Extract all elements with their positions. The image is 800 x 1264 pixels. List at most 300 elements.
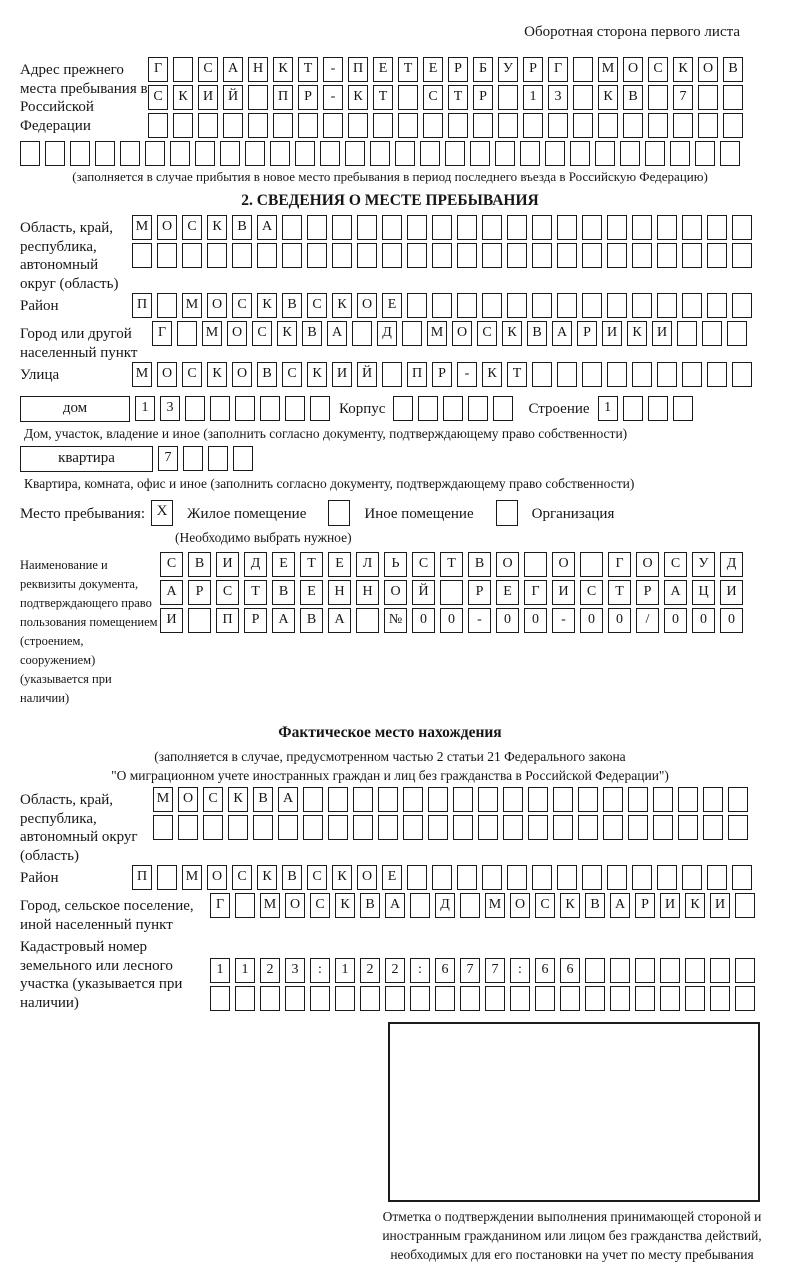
char-box[interactable]: Р bbox=[244, 608, 267, 633]
char-box[interactable]: О bbox=[496, 552, 519, 577]
char-box[interactable] bbox=[460, 893, 480, 918]
char-box[interactable]: 6 bbox=[435, 958, 455, 983]
char-box[interactable] bbox=[557, 865, 577, 890]
char-box[interactable]: К bbox=[598, 85, 618, 110]
char-box[interactable]: О bbox=[357, 865, 377, 890]
char-box[interactable]: 0 bbox=[412, 608, 435, 633]
char-box[interactable] bbox=[557, 293, 577, 318]
char-box[interactable] bbox=[282, 215, 302, 240]
char-box[interactable] bbox=[682, 362, 702, 387]
char-box[interactable] bbox=[548, 113, 568, 138]
char-box[interactable] bbox=[557, 362, 577, 387]
char-box[interactable]: О bbox=[623, 57, 643, 82]
char-box[interactable]: И bbox=[552, 580, 575, 605]
char-box[interactable]: 2 bbox=[360, 958, 380, 983]
char-box[interactable]: И bbox=[160, 608, 183, 633]
char-box[interactable] bbox=[707, 865, 727, 890]
char-box[interactable] bbox=[407, 215, 427, 240]
char-box[interactable] bbox=[607, 362, 627, 387]
char-box[interactable]: В bbox=[272, 580, 295, 605]
char-box[interactable]: 0 bbox=[440, 608, 463, 633]
char-box[interactable]: С bbox=[412, 552, 435, 577]
char-box[interactable]: Т bbox=[608, 580, 631, 605]
char-box[interactable] bbox=[445, 141, 465, 166]
char-box[interactable] bbox=[428, 787, 448, 812]
checkbox[interactable]: X bbox=[151, 500, 173, 526]
char-box[interactable] bbox=[448, 113, 468, 138]
char-box[interactable] bbox=[695, 141, 715, 166]
char-box[interactable] bbox=[720, 141, 740, 166]
char-box[interactable] bbox=[70, 141, 90, 166]
char-box[interactable]: 3 bbox=[548, 85, 568, 110]
char-box[interactable]: Р bbox=[468, 580, 491, 605]
char-box[interactable] bbox=[673, 396, 693, 421]
char-box[interactable]: С bbox=[535, 893, 555, 918]
char-box[interactable] bbox=[248, 85, 268, 110]
char-box[interactable] bbox=[273, 113, 293, 138]
char-box[interactable]: Е bbox=[496, 580, 519, 605]
char-box[interactable]: - bbox=[323, 85, 343, 110]
char-box[interactable] bbox=[378, 787, 398, 812]
char-box[interactable] bbox=[657, 243, 677, 268]
char-box[interactable]: А bbox=[328, 608, 351, 633]
char-box[interactable]: К bbox=[502, 321, 522, 346]
char-box[interactable]: С bbox=[307, 293, 327, 318]
char-box[interactable]: Д bbox=[244, 552, 267, 577]
char-box[interactable] bbox=[310, 986, 330, 1011]
char-box[interactable]: К bbox=[560, 893, 580, 918]
char-box[interactable]: Р bbox=[298, 85, 318, 110]
char-box[interactable] bbox=[648, 85, 668, 110]
char-box[interactable] bbox=[648, 113, 668, 138]
char-box[interactable] bbox=[177, 321, 197, 346]
char-box[interactable]: Е bbox=[382, 293, 402, 318]
char-box[interactable] bbox=[45, 141, 65, 166]
char-box[interactable] bbox=[685, 958, 705, 983]
char-box[interactable] bbox=[582, 865, 602, 890]
char-box[interactable] bbox=[698, 85, 718, 110]
char-box[interactable]: К bbox=[273, 57, 293, 82]
char-box[interactable] bbox=[278, 815, 298, 840]
char-box[interactable] bbox=[582, 243, 602, 268]
char-box[interactable]: О bbox=[285, 893, 305, 918]
char-box[interactable] bbox=[307, 243, 327, 268]
char-box[interactable] bbox=[210, 986, 230, 1011]
char-box[interactable]: Р bbox=[635, 893, 655, 918]
char-box[interactable] bbox=[228, 815, 248, 840]
char-box[interactable]: С bbox=[182, 215, 202, 240]
char-box[interactable] bbox=[580, 552, 603, 577]
char-box[interactable]: - bbox=[468, 608, 491, 633]
char-box[interactable] bbox=[303, 787, 323, 812]
char-box[interactable] bbox=[235, 893, 255, 918]
char-box[interactable]: П bbox=[132, 865, 152, 890]
char-box[interactable] bbox=[435, 986, 455, 1011]
char-box[interactable]: 0 bbox=[524, 608, 547, 633]
char-box[interactable] bbox=[673, 113, 693, 138]
char-box[interactable] bbox=[732, 243, 752, 268]
char-box[interactable]: О bbox=[452, 321, 472, 346]
char-box[interactable] bbox=[157, 243, 177, 268]
char-box[interactable] bbox=[524, 552, 547, 577]
char-box[interactable] bbox=[207, 243, 227, 268]
char-box[interactable] bbox=[170, 141, 190, 166]
char-box[interactable] bbox=[598, 113, 618, 138]
char-box[interactable] bbox=[573, 57, 593, 82]
char-box[interactable]: Т bbox=[244, 580, 267, 605]
char-box[interactable] bbox=[520, 141, 540, 166]
char-box[interactable]: А bbox=[610, 893, 630, 918]
char-box[interactable]: 7 bbox=[460, 958, 480, 983]
char-box[interactable]: А bbox=[552, 321, 572, 346]
char-box[interactable]: Е bbox=[272, 552, 295, 577]
char-box[interactable] bbox=[607, 293, 627, 318]
char-box[interactable] bbox=[585, 986, 605, 1011]
char-box[interactable]: Г bbox=[152, 321, 172, 346]
char-box[interactable] bbox=[578, 787, 598, 812]
char-box[interactable]: А bbox=[664, 580, 687, 605]
char-box[interactable] bbox=[428, 815, 448, 840]
char-box[interactable] bbox=[385, 986, 405, 1011]
char-box[interactable]: И bbox=[720, 580, 743, 605]
char-box[interactable] bbox=[628, 787, 648, 812]
char-box[interactable] bbox=[457, 243, 477, 268]
char-box[interactable]: 7 bbox=[673, 85, 693, 110]
char-box[interactable]: Ц bbox=[692, 580, 715, 605]
char-box[interactable] bbox=[328, 787, 348, 812]
char-box[interactable]: К bbox=[332, 865, 352, 890]
char-box[interactable]: П bbox=[273, 85, 293, 110]
char-box[interactable]: : bbox=[410, 958, 430, 983]
char-box[interactable] bbox=[532, 865, 552, 890]
char-box[interactable] bbox=[382, 243, 402, 268]
char-box[interactable]: Г bbox=[608, 552, 631, 577]
char-box[interactable] bbox=[532, 362, 552, 387]
char-box[interactable] bbox=[403, 815, 423, 840]
char-box[interactable]: О bbox=[227, 321, 247, 346]
char-box[interactable] bbox=[632, 293, 652, 318]
char-box[interactable] bbox=[335, 986, 355, 1011]
char-box[interactable]: О bbox=[384, 580, 407, 605]
char-box[interactable] bbox=[173, 113, 193, 138]
char-box[interactable] bbox=[298, 113, 318, 138]
char-box[interactable] bbox=[607, 215, 627, 240]
char-box[interactable]: А bbox=[160, 580, 183, 605]
char-box[interactable] bbox=[703, 787, 723, 812]
char-box[interactable] bbox=[560, 986, 580, 1011]
char-box[interactable]: В bbox=[188, 552, 211, 577]
char-box[interactable]: Г bbox=[524, 580, 547, 605]
char-box[interactable]: К bbox=[685, 893, 705, 918]
char-box[interactable] bbox=[735, 986, 755, 1011]
char-box[interactable] bbox=[460, 986, 480, 1011]
char-box[interactable]: Г bbox=[148, 57, 168, 82]
char-box[interactable] bbox=[677, 321, 697, 346]
char-box[interactable]: М bbox=[202, 321, 222, 346]
char-box[interactable] bbox=[402, 321, 422, 346]
char-box[interactable]: К bbox=[257, 865, 277, 890]
char-box[interactable] bbox=[485, 986, 505, 1011]
char-box[interactable]: Л bbox=[356, 552, 379, 577]
char-box[interactable]: К bbox=[673, 57, 693, 82]
char-box[interactable] bbox=[682, 865, 702, 890]
char-box[interactable]: С bbox=[216, 580, 239, 605]
char-box[interactable]: С bbox=[664, 552, 687, 577]
char-box[interactable] bbox=[132, 243, 152, 268]
char-box[interactable] bbox=[183, 446, 203, 471]
char-box[interactable] bbox=[410, 986, 430, 1011]
char-box[interactable] bbox=[682, 215, 702, 240]
char-box[interactable] bbox=[532, 215, 552, 240]
char-box[interactable] bbox=[570, 141, 590, 166]
char-box[interactable]: И bbox=[216, 552, 239, 577]
char-box[interactable]: И bbox=[332, 362, 352, 387]
char-box[interactable] bbox=[682, 243, 702, 268]
char-box[interactable] bbox=[732, 362, 752, 387]
char-box[interactable] bbox=[360, 986, 380, 1011]
char-box[interactable] bbox=[653, 815, 673, 840]
char-box[interactable]: Ь bbox=[384, 552, 407, 577]
char-box[interactable] bbox=[382, 362, 402, 387]
char-box[interactable] bbox=[582, 215, 602, 240]
char-box[interactable]: № bbox=[384, 608, 407, 633]
char-box[interactable]: В bbox=[723, 57, 743, 82]
char-box[interactable]: Т bbox=[398, 57, 418, 82]
char-box[interactable]: 6 bbox=[535, 958, 555, 983]
char-box[interactable]: Н bbox=[248, 57, 268, 82]
char-box[interactable] bbox=[235, 986, 255, 1011]
char-box[interactable]: С bbox=[307, 865, 327, 890]
char-box[interactable]: Й bbox=[412, 580, 435, 605]
char-box[interactable] bbox=[182, 243, 202, 268]
char-box[interactable] bbox=[657, 215, 677, 240]
char-box[interactable]: Т bbox=[507, 362, 527, 387]
char-box[interactable] bbox=[432, 293, 452, 318]
char-box[interactable]: Й bbox=[357, 362, 377, 387]
char-box[interactable]: О bbox=[232, 362, 252, 387]
char-box[interactable]: В bbox=[623, 85, 643, 110]
char-box[interactable] bbox=[235, 396, 255, 421]
char-box[interactable]: В bbox=[360, 893, 380, 918]
char-box[interactable] bbox=[482, 215, 502, 240]
char-box[interactable] bbox=[332, 215, 352, 240]
char-box[interactable] bbox=[685, 986, 705, 1011]
char-box[interactable] bbox=[707, 293, 727, 318]
char-box[interactable]: Р bbox=[577, 321, 597, 346]
char-box[interactable]: С bbox=[232, 293, 252, 318]
char-box[interactable]: М bbox=[260, 893, 280, 918]
char-box[interactable] bbox=[432, 243, 452, 268]
char-box[interactable]: 1 bbox=[235, 958, 255, 983]
char-box[interactable]: Т bbox=[298, 57, 318, 82]
char-box[interactable] bbox=[670, 141, 690, 166]
char-box[interactable]: 0 bbox=[664, 608, 687, 633]
char-box[interactable]: - bbox=[457, 362, 477, 387]
char-box[interactable]: - bbox=[323, 57, 343, 82]
char-box[interactable]: Т bbox=[300, 552, 323, 577]
char-box[interactable] bbox=[523, 113, 543, 138]
char-box[interactable]: О bbox=[552, 552, 575, 577]
char-box[interactable] bbox=[482, 243, 502, 268]
char-box[interactable]: Г bbox=[210, 893, 230, 918]
char-box[interactable] bbox=[660, 986, 680, 1011]
char-box[interactable] bbox=[707, 243, 727, 268]
char-box[interactable] bbox=[632, 215, 652, 240]
char-box[interactable] bbox=[557, 243, 577, 268]
char-box[interactable]: В bbox=[468, 552, 491, 577]
char-box[interactable] bbox=[498, 85, 518, 110]
char-box[interactable]: А bbox=[257, 215, 277, 240]
char-box[interactable]: К bbox=[627, 321, 647, 346]
char-box[interactable] bbox=[532, 293, 552, 318]
char-box[interactable] bbox=[457, 293, 477, 318]
char-box[interactable]: С bbox=[182, 362, 202, 387]
char-box[interactable] bbox=[478, 815, 498, 840]
char-box[interactable]: 7 bbox=[485, 958, 505, 983]
char-box[interactable] bbox=[735, 958, 755, 983]
char-box[interactable]: С bbox=[282, 362, 302, 387]
char-box[interactable]: В bbox=[300, 608, 323, 633]
char-box[interactable] bbox=[407, 243, 427, 268]
char-box[interactable]: О bbox=[207, 865, 227, 890]
char-box[interactable] bbox=[702, 321, 722, 346]
char-box[interactable]: П bbox=[216, 608, 239, 633]
char-box[interactable] bbox=[507, 865, 527, 890]
char-box[interactable]: О bbox=[357, 293, 377, 318]
char-box[interactable]: 3 bbox=[160, 396, 180, 421]
char-box[interactable] bbox=[498, 113, 518, 138]
char-box[interactable]: К bbox=[335, 893, 355, 918]
char-box[interactable]: 3 bbox=[285, 958, 305, 983]
char-box[interactable]: Д bbox=[435, 893, 455, 918]
char-box[interactable]: П bbox=[132, 293, 152, 318]
char-box[interactable]: 2 bbox=[260, 958, 280, 983]
char-box[interactable] bbox=[623, 396, 643, 421]
char-box[interactable]: М bbox=[598, 57, 618, 82]
char-box[interactable] bbox=[482, 293, 502, 318]
char-box[interactable] bbox=[607, 865, 627, 890]
char-box[interactable] bbox=[20, 141, 40, 166]
char-box[interactable] bbox=[398, 85, 418, 110]
char-box[interactable] bbox=[732, 215, 752, 240]
char-box[interactable] bbox=[432, 865, 452, 890]
char-box[interactable] bbox=[248, 113, 268, 138]
char-box[interactable]: : bbox=[510, 958, 530, 983]
char-box[interactable]: Р bbox=[473, 85, 493, 110]
char-box[interactable]: С bbox=[580, 580, 603, 605]
char-box[interactable] bbox=[233, 446, 253, 471]
char-box[interactable]: О bbox=[510, 893, 530, 918]
char-box[interactable] bbox=[473, 113, 493, 138]
char-box[interactable] bbox=[645, 141, 665, 166]
char-box[interactable] bbox=[282, 243, 302, 268]
char-box[interactable]: О bbox=[157, 215, 177, 240]
char-box[interactable] bbox=[623, 113, 643, 138]
char-box[interactable] bbox=[178, 815, 198, 840]
char-box[interactable]: 6 bbox=[560, 958, 580, 983]
char-box[interactable] bbox=[157, 865, 177, 890]
char-box[interactable]: О bbox=[178, 787, 198, 812]
char-box[interactable] bbox=[727, 321, 747, 346]
char-box[interactable] bbox=[723, 113, 743, 138]
char-box[interactable]: М bbox=[485, 893, 505, 918]
char-box[interactable]: М bbox=[182, 293, 202, 318]
char-box[interactable] bbox=[678, 787, 698, 812]
char-box[interactable]: И bbox=[198, 85, 218, 110]
char-box[interactable] bbox=[493, 396, 513, 421]
char-box[interactable]: Й bbox=[223, 85, 243, 110]
char-box[interactable] bbox=[457, 865, 477, 890]
char-box[interactable]: О bbox=[698, 57, 718, 82]
char-box[interactable] bbox=[582, 293, 602, 318]
char-box[interactable] bbox=[495, 141, 515, 166]
char-box[interactable] bbox=[148, 113, 168, 138]
char-box[interactable] bbox=[345, 141, 365, 166]
char-box[interactable]: Г bbox=[548, 57, 568, 82]
char-box[interactable]: Т bbox=[440, 552, 463, 577]
char-box[interactable]: Д bbox=[720, 552, 743, 577]
char-box[interactable]: Е bbox=[328, 552, 351, 577]
char-box[interactable] bbox=[378, 815, 398, 840]
char-box[interactable] bbox=[120, 141, 140, 166]
char-box[interactable]: И bbox=[602, 321, 622, 346]
char-box[interactable]: О bbox=[157, 362, 177, 387]
char-box[interactable]: А bbox=[223, 57, 243, 82]
char-box[interactable] bbox=[657, 865, 677, 890]
char-box[interactable]: Р bbox=[636, 580, 659, 605]
char-box[interactable]: К bbox=[307, 362, 327, 387]
char-box[interactable] bbox=[528, 787, 548, 812]
char-box[interactable] bbox=[382, 215, 402, 240]
char-box[interactable] bbox=[503, 787, 523, 812]
char-box[interactable]: К bbox=[482, 362, 502, 387]
char-box[interactable] bbox=[578, 815, 598, 840]
char-box[interactable] bbox=[220, 141, 240, 166]
char-box[interactable] bbox=[208, 446, 228, 471]
char-box[interactable]: М bbox=[132, 362, 152, 387]
char-box[interactable]: В bbox=[257, 362, 277, 387]
char-box[interactable] bbox=[632, 362, 652, 387]
char-box[interactable] bbox=[398, 113, 418, 138]
char-box[interactable]: С bbox=[310, 893, 330, 918]
char-box[interactable] bbox=[185, 396, 205, 421]
char-box[interactable]: Р bbox=[188, 580, 211, 605]
char-box[interactable]: И bbox=[660, 893, 680, 918]
char-box[interactable]: 1 bbox=[135, 396, 155, 421]
char-box[interactable] bbox=[203, 815, 223, 840]
char-box[interactable] bbox=[323, 113, 343, 138]
char-box[interactable] bbox=[635, 958, 655, 983]
char-box[interactable] bbox=[657, 293, 677, 318]
char-box[interactable]: В bbox=[232, 215, 252, 240]
char-box[interactable]: Е bbox=[373, 57, 393, 82]
char-box[interactable] bbox=[635, 986, 655, 1011]
char-box[interactable]: / bbox=[636, 608, 659, 633]
char-box[interactable] bbox=[195, 141, 215, 166]
char-box[interactable] bbox=[482, 865, 502, 890]
char-box[interactable] bbox=[173, 57, 193, 82]
char-box[interactable]: Т bbox=[373, 85, 393, 110]
char-box[interactable]: Е bbox=[423, 57, 443, 82]
char-box[interactable]: 1 bbox=[335, 958, 355, 983]
char-box[interactable]: К bbox=[207, 215, 227, 240]
char-box[interactable] bbox=[573, 85, 593, 110]
char-box[interactable]: С bbox=[148, 85, 168, 110]
char-box[interactable] bbox=[370, 141, 390, 166]
char-box[interactable]: А bbox=[278, 787, 298, 812]
char-box[interactable] bbox=[632, 865, 652, 890]
char-box[interactable] bbox=[528, 815, 548, 840]
